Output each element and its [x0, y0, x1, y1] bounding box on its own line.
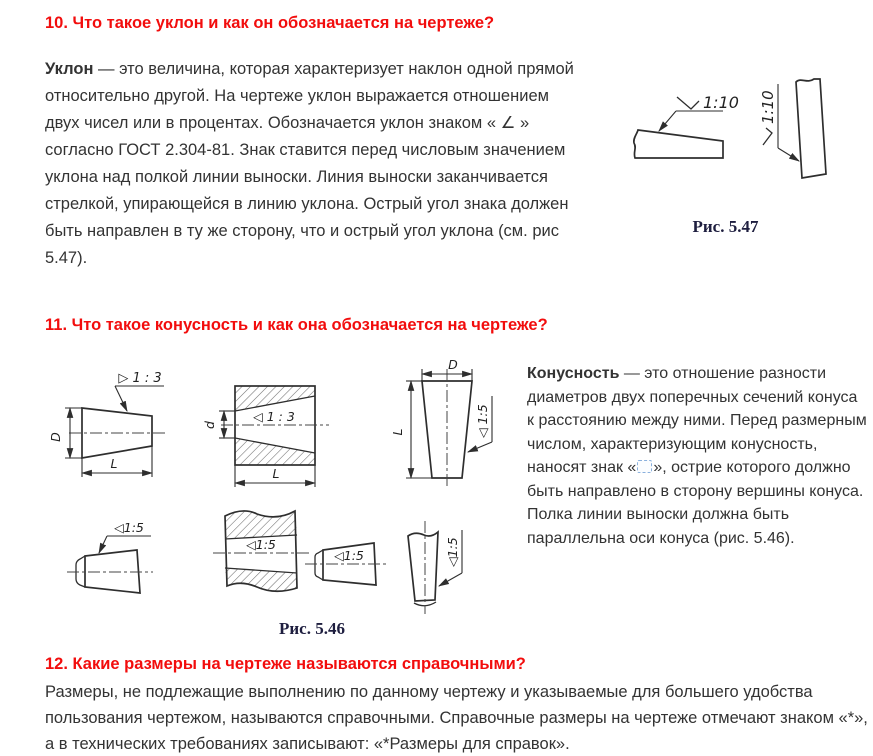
taper-ratio-label: ◁ 1 : 3: [253, 409, 295, 424]
taper-drawing-vertical-shaft: [408, 521, 462, 614]
taper-text-after: », острие которого должно быть направлено в сторону вершины конуса. Полка линии выноски должна быть параллельна оси конуса (рис. 5.46).: [527, 459, 864, 547]
slope-text: — это величина, которая характеризует наклон одной прямой относительно другой. На чертеже уклон выражается отношением двух чисел или в процентах. Обозначается уклон знаком « ∠ » согласно ГОСТ 2.304-81. Знак ставится перед числовым значением уклона над полкой линии выноски. Линия выноски заканчивается стрелкой, упирающейся в линию уклона. Острый угол знака должен быть направлен в ту же сторону, что и острый угол уклона (см. рис 5.47).: [45, 60, 574, 267]
taper-drawings: [43, 356, 535, 616]
slope-value-left: 1:10: [703, 93, 739, 112]
slope-sign-icon: [763, 128, 772, 145]
dim-label-d: d: [202, 421, 217, 429]
taper-text-before: — это отношение разности диаметров двух поперечных сечений конуса к расстоянию между ними. Перед размерным числом, характеризующим конусность, наносят знак «: [527, 365, 867, 476]
taper-ratio-label: ◁ 1:5: [475, 404, 490, 438]
broken-image-icon: [637, 460, 652, 473]
taper-drawing-section-hole: [202, 386, 329, 487]
taper-ratio-label: ◁1:5: [334, 548, 364, 563]
taper-drawing-cone-right: [305, 543, 389, 585]
slope-term: Уклон: [45, 60, 94, 78]
taper-ratio-label: ▷ 1 : 3: [118, 371, 162, 386]
slope-wedge-vertical: [759, 79, 826, 178]
section-12-heading: 12. Какие размеры на чертеже называются справочными?: [45, 655, 526, 673]
dim-label-L: L: [272, 466, 280, 481]
slope-value-right: 1:10: [759, 90, 777, 124]
slope-wedge-horizontal: [634, 93, 739, 158]
taper-ratio-label: ◁1:5: [114, 520, 144, 535]
figure-5-46: [43, 356, 535, 639]
taper-ratio-label: ◁1:5: [246, 537, 276, 552]
taper-ratio-label: ◁1:5: [445, 537, 460, 567]
section-11-heading: 11. Что такое конусность и как она обозначается на чертеже?: [45, 316, 548, 334]
taper-drawing-external-cone: [48, 371, 165, 477]
dim-label-D: D: [448, 357, 458, 372]
taper-drawing-broken-section: [213, 511, 309, 591]
section-10-heading: 10. Что такое уклон и как он обозначается на чертеже?: [45, 14, 495, 32]
dim-label-L: L: [110, 456, 118, 471]
slope-drawing: [628, 70, 863, 208]
dim-label-D: D: [48, 432, 63, 442]
taper-drawing-shaft: [67, 520, 153, 593]
figure-5-47: [628, 70, 863, 237]
dim-label-L: L: [390, 428, 405, 436]
taper-definition-paragraph: [527, 362, 867, 550]
reference-dimensions-paragraph: Размеры, не подлежащие выполнению по данному чертежу и указываемые для большего удобства пользования чертежом, называются справочными. Справочные размеры на чертеже отмечают знаком «*», а в технических требованиях записывают: «*Размеры для справок».: [45, 683, 868, 753]
slope-definition-paragraph: [45, 56, 582, 272]
slope-sign-icon: [677, 97, 699, 109]
figure-5-46-caption: Рис. 5.46: [279, 619, 345, 638]
taper-drawing-vertical-cone: [390, 357, 492, 488]
figure-5-47-caption: Рис. 5.47: [692, 217, 759, 236]
taper-term: Конусность: [527, 365, 620, 382]
